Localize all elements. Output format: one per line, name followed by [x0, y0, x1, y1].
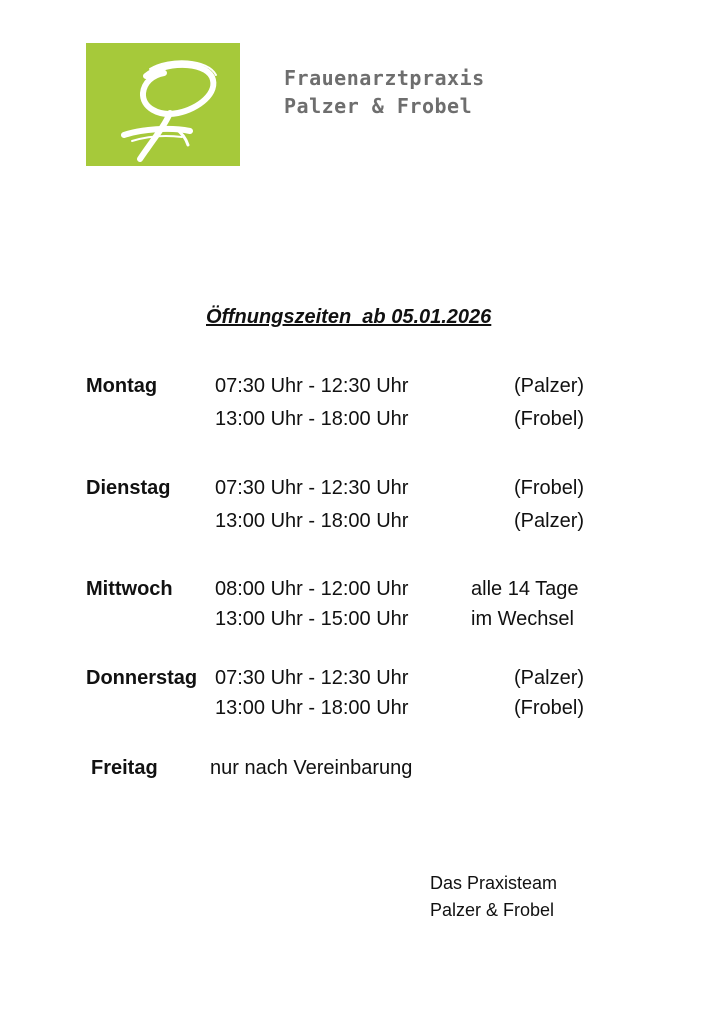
- wednesday-slot-1-time: 08:00 Uhr - 12:00 Uhr: [215, 578, 409, 600]
- brand-line-1: Frauenarztpraxis: [284, 66, 485, 90]
- thursday-slot-2-note: (Frobel): [514, 697, 585, 719]
- practice-logo: [86, 43, 240, 166]
- signature-line-2: Palzer & Frobel: [430, 900, 555, 920]
- monday-slot-1-note: (Palzer): [514, 375, 585, 397]
- practice-name: [284, 64, 485, 120]
- day-wednesday: Mittwoch: [86, 578, 173, 600]
- page-title: Öffnungszeiten ab 05.01.2026: [206, 306, 492, 328]
- monday-slot-1-time: 07:30 Uhr - 12:30 Uhr: [215, 375, 409, 397]
- tuesday-slot-1-note: (Frobel): [514, 477, 585, 499]
- wednesday-slot-2-time: 13:00 Uhr - 15:00 Uhr: [215, 608, 409, 630]
- friday-note: nur nach Vereinbarung: [210, 757, 413, 779]
- wednesday-slot-1-note: alle 14 Tage: [471, 578, 579, 600]
- signature-line-1: Das Praxisteam: [430, 873, 558, 893]
- wednesday-slot-2-note: im Wechsel: [471, 608, 574, 630]
- venus-female-symbol-icon: [86, 43, 240, 166]
- tuesday-slot-1-time: 07:30 Uhr - 12:30 Uhr: [215, 477, 409, 499]
- day-monday: Montag: [86, 375, 158, 397]
- day-friday: Freitag: [91, 757, 158, 779]
- monday-slot-2-time: 13:00 Uhr - 18:00 Uhr: [215, 408, 409, 430]
- thursday-slot-1-time: 07:30 Uhr - 12:30 Uhr: [215, 667, 409, 689]
- thursday-slot-2-time: 13:00 Uhr - 18:00 Uhr: [215, 697, 409, 719]
- day-tuesday: Dienstag: [86, 477, 171, 499]
- brand-line-2: Palzer & Frobel: [284, 94, 473, 118]
- monday-slot-2-note: (Frobel): [514, 408, 585, 430]
- thursday-slot-1-note: (Palzer): [514, 667, 585, 689]
- day-thursday: Donnerstag: [86, 667, 198, 689]
- tuesday-slot-2-time: 13:00 Uhr - 18:00 Uhr: [215, 510, 409, 532]
- tuesday-slot-2-note: (Palzer): [514, 510, 585, 532]
